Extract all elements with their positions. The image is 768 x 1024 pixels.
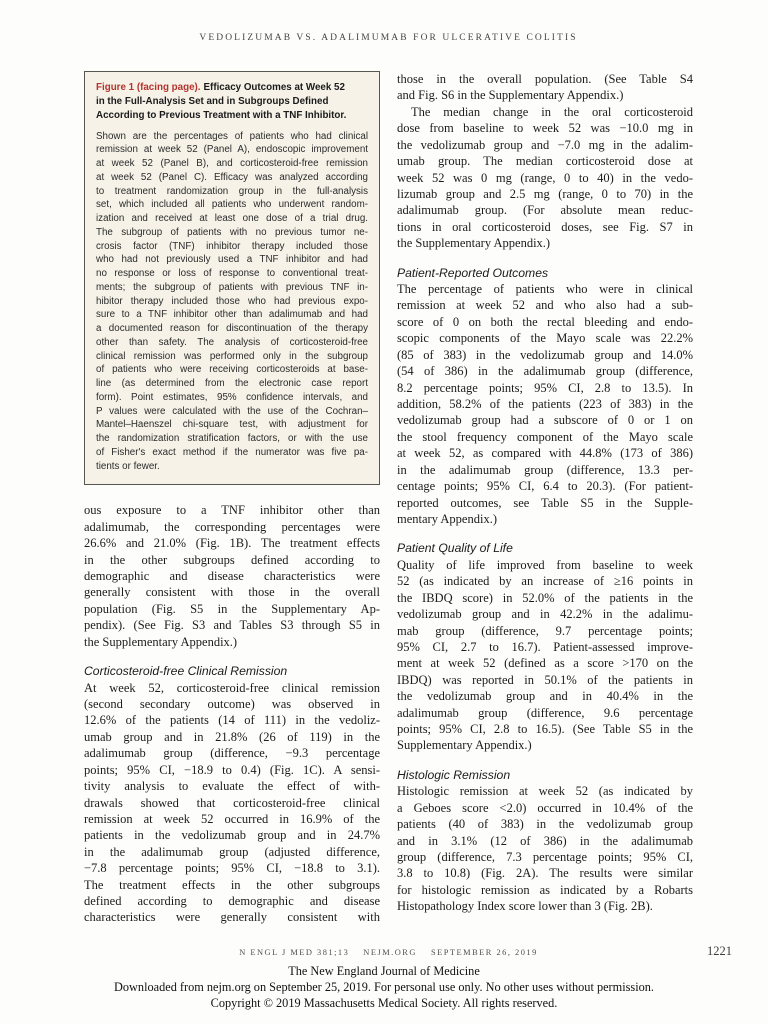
text-line: a documented reason for discontinuation of the therapy [96, 323, 368, 335]
text-line: Supplementary Appendix.) [397, 738, 532, 753]
text-line: characteristics were generally consistent with [84, 910, 380, 925]
journal-name-line: The New England Journal of Medicine [288, 964, 480, 978]
text-line: ization and received at least one dose of a trial drug. [96, 213, 368, 225]
text-line: and in 3.1% (12 of 386) in the adalimumab [397, 833, 693, 848]
text-line: week 52 was 0 mg (range, 0 to 40) in the vedo- [397, 170, 693, 185]
text-line: 8.2 percentage points; 95% CI, 2.8 to 13.5). In [397, 380, 693, 395]
copyright-line: Copyright © 2019 Massachusetts Medical Society. All rights reserved. [210, 996, 558, 1011]
figure-label: Figure 1 (facing page). [96, 82, 201, 93]
paragraph-corticosteroid-dose [397, 104, 693, 252]
text-line: hibitor therapy included those who had previous expo- [96, 295, 368, 307]
text-line: At week 52, corticosteroid-free clinical remission [84, 680, 380, 695]
page-number: 1221 [707, 944, 732, 958]
text-line: remission at week 52 and who also had a sub- [397, 298, 693, 313]
text-line: of patients who were receiving corticosteroids at base- [96, 364, 368, 376]
text-line: no response or loss of response to conventional treat- [96, 268, 368, 280]
text-line: The subgroup of patients with no previous tumor ne- [96, 226, 368, 238]
text-line: and Fig. S6 in the Supplementary Appendix.) [397, 88, 624, 103]
text-line: The treatment effects in the other subgroups [84, 877, 380, 892]
text-line: lizumab group and 2.5 mg (range, 0 to 70) in the [397, 186, 693, 201]
text-line: crosis factor (TNF) inhibitor therapy included those [96, 240, 368, 252]
text-line: centage points; 95% CI, 6.4 to 20.3). (For patient- [397, 479, 693, 494]
text-line: addition, 58.2% of the patients (223 of 383) in the [397, 397, 693, 412]
text-line: −7.8 percentage points; 95% CI, −18.8 to 3.1). [84, 861, 380, 876]
paragraph-continuation [84, 502, 380, 650]
text-line: the stool frequency component of the Mayo scale [397, 429, 693, 444]
text-line: for histologic remission as indicated by a Robarts [397, 882, 693, 897]
text-line: 12.6% of the patients (14 of 111) in the vedoliz- [84, 713, 380, 728]
text-line: patients in the vedolizumab group and in 24.7% [84, 828, 380, 843]
paragraph-corticosteroid-free [84, 680, 380, 926]
paragraph-quality-of-life [397, 557, 693, 754]
article-body [84, 71, 693, 926]
text-line: reported outcomes, see Table S5 in the Supple- [397, 495, 693, 510]
text-line: points; 95% CI, −18.9 to 0.4) (Fig. 1C). A sensi- [84, 762, 380, 777]
text-line: at week 52, as compared with 44.8% (173 of 386) [397, 446, 693, 461]
text-line: in the adalimumab group (adjusted difference, [84, 844, 380, 859]
text-line: the IBDQ score) in 52.0% of the patients in the [397, 590, 693, 605]
text-line: (second secondary outcome) was observed in [84, 697, 380, 711]
text-line: (54 of 386) in the adalimumab group (difference, [397, 364, 693, 379]
text-line: form). Point estimates, 95% confidence intervals, and [96, 391, 368, 403]
text-line: defined according to demographic and disease [84, 894, 380, 909]
text-line: mentary Appendix.) [397, 511, 497, 526]
text-line: clinical remission was performed only in the subgroup [96, 350, 368, 362]
text-line: The median change in the oral corticosteroid [411, 104, 693, 119]
heading-corticosteroid-free-clinical-remission: Corticosteroid-free Clinical Remission [84, 664, 288, 679]
paragraph-patient-reported-outcomes [397, 281, 693, 527]
text-line: set, which included all patients who underwent random- [96, 199, 368, 211]
text-line: the vedolizumab group and in 40.4% in the [397, 689, 693, 704]
text-line: dose from baseline to week 52 was −10.0 mg in [397, 121, 693, 136]
text-line: group (difference, 7.3 percentage points; 95% CI, [397, 849, 693, 864]
text-line: Histologic remission at week 52 (as indicated by [397, 784, 693, 799]
text-line: of Fisher's exact method if the numerator was five pa- [96, 446, 368, 458]
text-line: points; 95% CI, 2.8 to 16.5). (See Table S5 in the [397, 722, 693, 737]
paragraph-overall-population [397, 71, 693, 104]
journal-footer-line [84, 948, 693, 957]
figure-legend-box [84, 71, 380, 485]
text-line: tivity analysis to evaluate the effect of with- [84, 779, 380, 794]
text-line: 95% CI, 2.7 to 16.7). Patient-assessed improve- [397, 639, 693, 654]
text-line: demographic and disease characteristics were [84, 569, 380, 584]
text-line: scopic components of the Mayo scale was 22.2% [397, 331, 693, 346]
text-line: patients (40 of 383) in the vedolizumab group [397, 817, 693, 832]
download-notice-line: Downloaded from nejm.org on September 25, 2019. For personal use only. No other uses without permission. [114, 980, 654, 995]
text-line: at week 52 (Panel C). Efficacy was analyzed according [96, 171, 368, 183]
text-line: adalimumab group (difference, −9.3 percentage [84, 746, 380, 761]
text-line: sure to a TNF inhibitor other than adalimumab and had [96, 309, 368, 321]
running-head: VEDOLIZUMAB VS. ADALIMUMAB FOR ULCERATIVE COLITIS [199, 33, 578, 43]
text-line: drawals showed that corticosteroid-free clinical [84, 795, 380, 810]
figure-title-start: Efficacy Outcomes at Week 52 [203, 82, 345, 93]
left-column [84, 71, 380, 926]
text-line: at week 52 (Panel B), and corticosteroid-free remission [96, 158, 368, 170]
text-line: the vedolizumab group and −7.0 mg in the adalim- [397, 137, 693, 152]
text-line: in the adalimumab group (difference, 13.3 per- [397, 462, 693, 477]
text-line: a Geboes score <2.0) occurred in 10.4% of the [397, 800, 693, 815]
text-line: tions in oral corticosteroid doses, see Fig. S7 in [397, 219, 693, 234]
text-line: 3.8 to 10.8) (Fig. 2A). The results were similar [397, 866, 693, 881]
heading-histologic-remission: Histologic Remission [397, 767, 511, 782]
text-line: IBDQ) was reported in 50.1% of the patients in [397, 672, 693, 687]
text-line: adalimumab group (difference, 9.6 percentage [397, 705, 693, 720]
text-line: generally consistent with those in the overall [84, 585, 380, 600]
text-line: in the other subgroups defined according to [84, 552, 380, 567]
text-line: remission at week 52 (Panel A), endoscopic improvement [96, 144, 368, 156]
text-line: umab group. The median corticosteroid dose at [397, 154, 693, 169]
text-line: the Supplementary Appendix.) [84, 634, 238, 649]
text-line: ment at week 52 (defined as a score >170 on the [397, 656, 693, 671]
text-line: 52 (as indicated by an increase of ≥16 points in [397, 574, 693, 589]
text-line: vedolizumab group had a subscore of 0 or 1 on [397, 413, 693, 428]
text-line: 26.6% and 21.0% (Fig. 1B). The treatment effects [84, 536, 380, 551]
text-line: Histopathology Index score lower than 3 (Fig. 2B). [397, 899, 653, 914]
right-column [397, 71, 693, 915]
paragraph-histologic-remission [397, 783, 693, 914]
heading-patient-reported-outcomes: Patient-Reported Outcomes [397, 265, 549, 280]
text-line: score of 0 on both the rectal bleeding and endo- [397, 314, 693, 329]
figure-caption-body [96, 130, 368, 474]
text-line: The percentage of patients who were in clinical [397, 282, 693, 297]
text-line: ous exposure to a TNF inhibitor other than [84, 503, 380, 518]
text-line: other than safety. The analysis of corticosteroid-free [96, 336, 368, 348]
text-line: pendix). (See Fig. S3 and Tables S3 through S5 in [84, 618, 380, 633]
text-line: According to Previous Treatment with a TNF Inhibitor. [96, 110, 347, 122]
copyright-block [0, 963, 768, 1012]
figure-caption-title-lines [96, 95, 368, 123]
figure-caption-title-line1 [96, 81, 368, 95]
text-line: the randomization stratification factors, or with the use [96, 433, 368, 445]
journal-citation: N ENGL J MED 381;13 [239, 948, 350, 957]
text-line: ments; the subgroup of patients with previous TNF in- [96, 281, 368, 293]
journal-date: SEPTEMBER 26, 2019 [430, 948, 538, 957]
text-line: to treatment randomization group in the full-analysis [96, 185, 368, 197]
text-line: remission at week 52 occurred in 16.9% of the [84, 811, 380, 826]
text-line: population (Fig. S5 in the Supplementary Ap- [84, 601, 380, 616]
text-line: Shown are the percentages of patients who had clinical [96, 130, 368, 142]
text-line: P values were calculated with the use of the Cochran– [96, 405, 368, 417]
text-line: the Supplementary Appendix.) [397, 236, 551, 251]
journal-site: NEJM.ORG [363, 948, 417, 957]
text-line: adalimumab, the corresponding percentages were [84, 519, 380, 534]
heading-patient-quality-of-life: Patient Quality of Life [397, 541, 513, 556]
text-line: Quality of life improved from baseline to week [397, 557, 693, 572]
text-line: umab group and in 21.8% (26 of 119) in the [84, 729, 380, 744]
text-line: vedolizumab group and in 42.2% in the adalimu- [397, 607, 693, 622]
text-line: mab group (difference, 9.7 percentage points; [397, 623, 693, 638]
text-line: those in the overall population. (See Table S4 [397, 72, 693, 86]
text-line: tients or fewer. [96, 460, 160, 472]
text-line: adalimumab group. (For absolute mean reduc- [397, 203, 693, 218]
text-line: line (as determined from the electronic case report [96, 378, 368, 390]
text-line: (85 of 383) in the vedolizumab group and 14.0% [397, 347, 693, 362]
text-line: in the Full-Analysis Set and in Subgroups Defined [96, 96, 329, 108]
text-line: Mantel–Haenszel chi-square test, with adjustment for [96, 419, 368, 431]
text-line: who had not previously used a TNF inhibitor and had [96, 254, 368, 266]
